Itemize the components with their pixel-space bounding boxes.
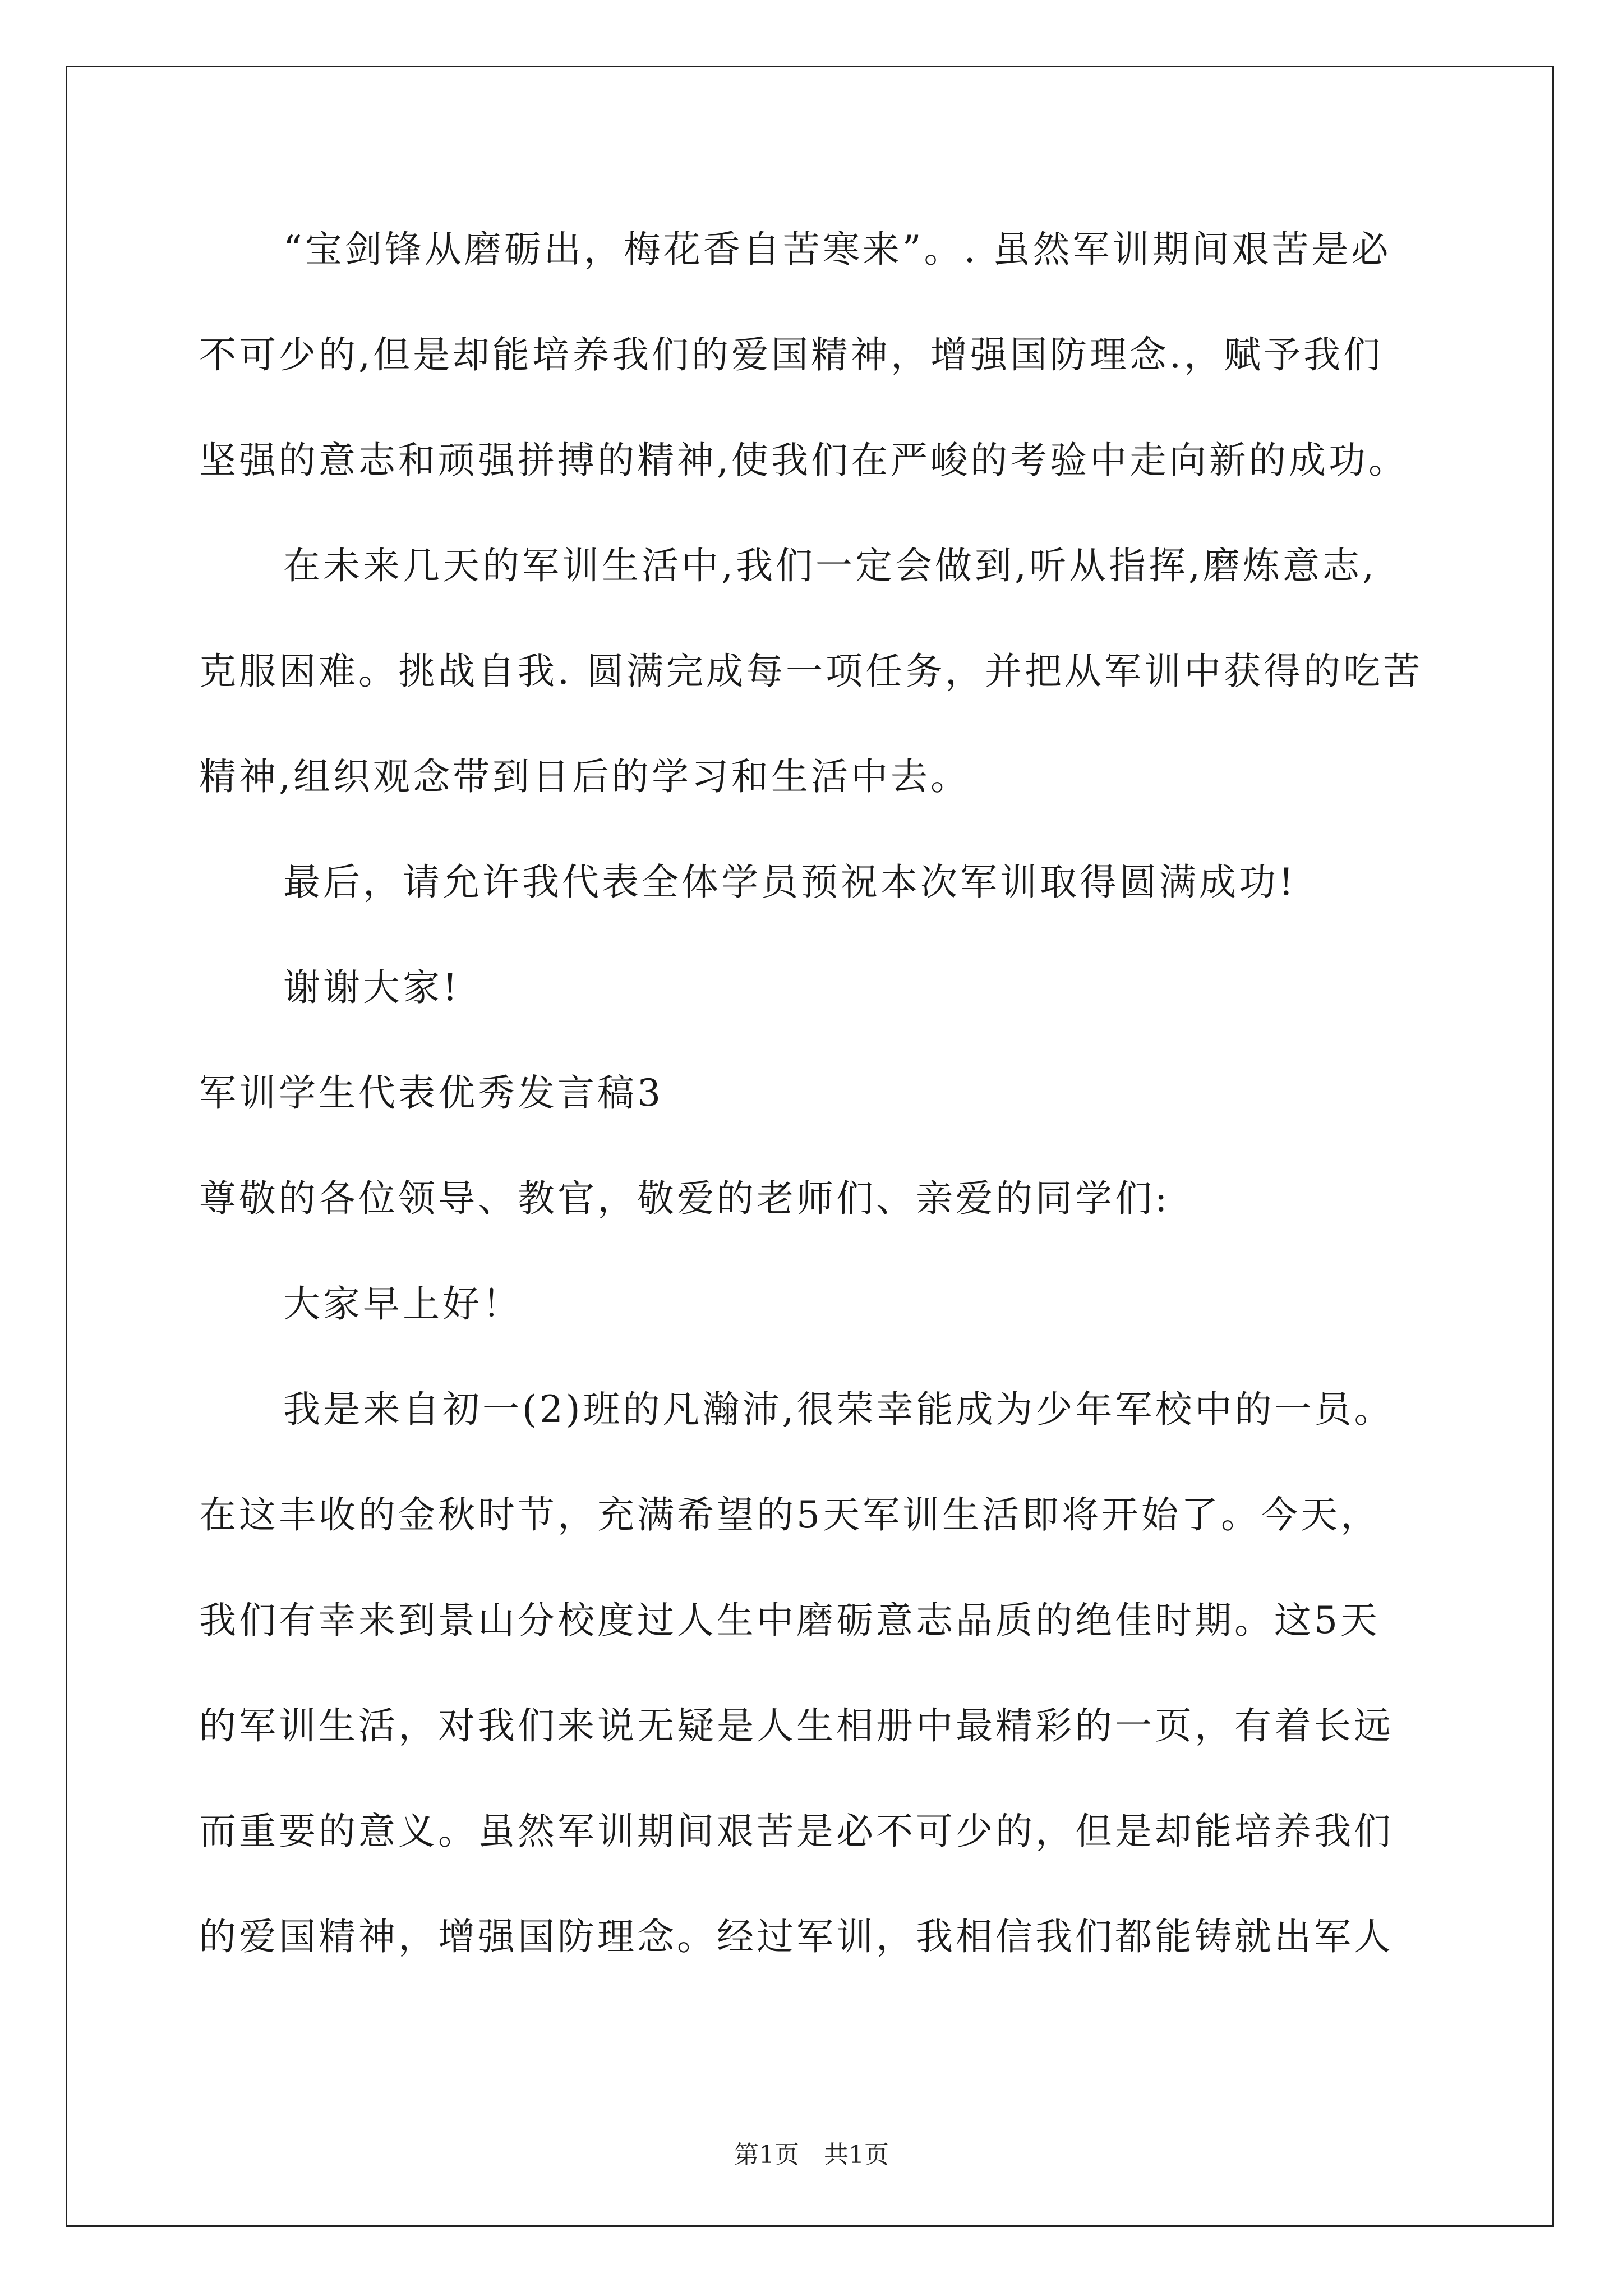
page-number-footer: 第1页 共1页 bbox=[734, 2141, 889, 2169]
text-line: 的爱国精神，增强国防理念。经过军训，我相信我们都能铸就出军人 bbox=[199, 1915, 1394, 1958]
text-line: 坚强的意志和顽强拼搏的精神,使我们在严峻的考验中走向新的成功。 bbox=[199, 439, 1408, 482]
text-line: 克服困难。挑战自我. 圆满完成每一项任务，并把从军训中获得的吃苦 bbox=[199, 650, 1423, 693]
text-line: 在这丰收的金秋时节，充满希望的5天军训生活即将开始了。今天， bbox=[199, 1493, 1380, 1536]
section-heading: 军训学生代表优秀发言稿3 bbox=[199, 1071, 663, 1115]
greeting: 大家早上好！ bbox=[283, 1282, 522, 1326]
text-line: 不可少的,但是却能培养我们的爱国精神，增强国防理念.，赋予我们 bbox=[199, 333, 1383, 376]
text-line: 最后，请允许我代表全体学员预祝本次军训取得圆满成功! bbox=[283, 861, 1297, 904]
text-line: “宝剑锋从磨砺出，梅花香自苦寒来”。. 虽然军训期间艰苦是必 bbox=[283, 228, 1391, 271]
text-line: 在未来几天的军训生活中,我们一定会做到,听从指挥,磨炼意志, bbox=[283, 544, 1377, 587]
salutation: 尊敬的各位领导、教官，敬爱的老师们、亲爱的同学们: bbox=[199, 1177, 1170, 1220]
text-line: 精神,组织观念带到日后的学习和生活中去。 bbox=[199, 755, 970, 798]
text-line: 的军训生活，对我们来说无疑是人生相册中最精彩的一页，有着长远 bbox=[199, 1704, 1394, 1747]
text-line: 我们有幸来到景山分校度过人生中磨砺意志品质的绝佳时期。这5天 bbox=[199, 1599, 1380, 1642]
page-border bbox=[66, 66, 1554, 2227]
text-line: 我是来自初一(2)班的凡瀚沛,很荣幸能成为少年军校中的一员。 bbox=[283, 1388, 1394, 1431]
text-line: 而重要的意义。虽然军训期间艰苦是必不可少的，但是却能培养我们 bbox=[199, 1810, 1394, 1853]
text-line: 谢谢大家! bbox=[283, 966, 460, 1009]
